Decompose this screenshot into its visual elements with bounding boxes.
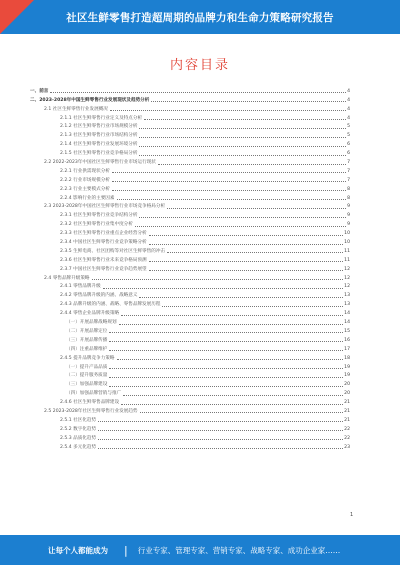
toc-leader-dots — [98, 430, 343, 431]
toc-entry-title: 2.3.6 社区生鲜零售行业未来竞争格局预测 — [60, 257, 147, 263]
toc-entry-title: 2.1.5 社区生鲜零售行业竞争格局分析 — [60, 151, 138, 157]
toc-entry[interactable] — [30, 148, 350, 157]
toc-entry-title: 2.5.3 品质化趋势 — [60, 435, 97, 441]
toc-entry-title: 2.2.2 行业市场规模分析 — [60, 177, 110, 183]
toc-entry[interactable] — [30, 122, 350, 131]
toc-leader-dots — [139, 128, 346, 129]
toc-entry-page: 16 — [344, 337, 350, 343]
toc-leader-dots — [109, 341, 343, 342]
toc-leader-dots — [109, 386, 343, 387]
toc-entry-page: 13 — [344, 302, 350, 308]
toc-entry-title: （三）开展品牌传播 — [66, 337, 108, 343]
footer-slogan: 让每个人都能成为 — [48, 545, 108, 555]
toc-entry-page: 10 — [344, 240, 350, 246]
toc-entry-title: （二）开展品牌定位 — [66, 328, 108, 334]
toc-entry-title: 2.3.5 生鲜电商、社区团购等对社区生鲜零售的冲击 — [60, 248, 166, 254]
toc-entry-title: （四）加强品牌营销与推广 — [66, 391, 122, 397]
toc-entry-page: 20 — [344, 391, 350, 397]
page-number: 1 — [350, 512, 354, 518]
toc-entry-title: 2.1.2 社区生鲜零售行业市场规模分析 — [60, 124, 138, 130]
toc-entry-title: 2.2.1 行业供需现状分析 — [60, 168, 110, 174]
toc-entry-title: （二）提升服务质量 — [66, 373, 108, 379]
toc-entry-page: 22 — [344, 435, 350, 441]
toc-entry[interactable] — [30, 273, 350, 282]
toc-entry[interactable] — [30, 86, 350, 95]
toc-entry-title: 二、2023-2028年中国生鲜零售行业发展现状及趋势分析 — [30, 97, 150, 103]
toc-entry-page: 7 — [347, 177, 350, 183]
toc-entry-page: 15 — [344, 328, 350, 334]
toc-entry[interactable] — [30, 219, 350, 228]
toc-entry[interactable] — [30, 397, 350, 406]
toc-entry[interactable] — [30, 237, 350, 246]
toc-entry[interactable] — [30, 353, 350, 362]
report-title: 社区生鲜零售打造超周期的品牌力和生命力策略研究报告 — [66, 11, 334, 24]
toc-entry-page: 7 — [347, 160, 350, 166]
toc-entry-page: 4 — [347, 97, 350, 103]
toc-entry-title: 2.5.1 社区化趋势 — [60, 417, 97, 423]
toc-leader-dots — [50, 92, 346, 93]
report-header — [0, 0, 400, 34]
toc-entry-title: 2.4.2 零售品牌升级的内涵、战略意义 — [60, 293, 138, 299]
toc-entry-page: 7 — [347, 168, 350, 174]
toc-leader-dots — [139, 297, 343, 298]
toc-entry[interactable] — [30, 362, 350, 371]
toc-entry[interactable] — [30, 308, 350, 317]
toc-entry[interactable] — [30, 317, 350, 326]
toc-entry[interactable] — [30, 193, 350, 202]
toc-leader-dots — [123, 395, 343, 396]
toc-entry-page: 9 — [347, 213, 350, 219]
toc-entry-page: 21 — [344, 408, 350, 414]
toc-leader-dots — [112, 172, 346, 173]
toc-leader-dots — [135, 226, 346, 227]
toc-entry[interactable] — [30, 379, 350, 388]
toc-leader-dots — [112, 181, 346, 182]
toc-entry-page: 11 — [344, 257, 350, 263]
toc-entry-page: 5 — [347, 124, 350, 130]
toc-entry-page: 21 — [344, 417, 350, 423]
toc-entry-title: 2.1 社区生鲜零售行业发展概况 — [44, 106, 108, 112]
toc-entry-page: 9 — [347, 204, 350, 210]
toc-entry-title: 2.2 2022-2023年中国社区生鲜零售行业市场运行现状 — [44, 160, 156, 166]
toc-entry-page: 14 — [344, 311, 350, 317]
table-of-contents — [30, 86, 350, 451]
toc-entry[interactable] — [30, 299, 350, 308]
toc-entry[interactable] — [30, 95, 350, 104]
toc-entry[interactable] — [30, 184, 350, 193]
toc-entry-page: 5 — [347, 133, 350, 139]
toc-entry[interactable] — [30, 406, 350, 415]
toc-leader-dots — [158, 164, 346, 165]
toc-entry-page: 11 — [344, 248, 350, 254]
toc-entry[interactable] — [30, 255, 350, 264]
toc-entry[interactable] — [30, 228, 350, 237]
toc-entry[interactable] — [30, 264, 350, 273]
toc-leader-dots — [109, 368, 343, 369]
toc-leader-dots — [98, 421, 343, 422]
toc-entry-page: 18 — [344, 355, 350, 361]
toc-entry-page: 8 — [347, 186, 350, 192]
toc-entry-page: 4 — [347, 88, 350, 94]
toc-leader-dots — [109, 332, 343, 333]
toc-entry[interactable] — [30, 139, 350, 148]
toc-leader-dots — [110, 110, 346, 111]
toc-entry-title: （四）注重品牌维护 — [66, 346, 108, 352]
toc-entry-title: 2.4.6 社区生鲜零售品牌建设 — [60, 400, 120, 406]
toc-entry-title: 2.5 2023-2028年社区生鲜零售行业发展趋势 — [44, 408, 138, 414]
toc-entry[interactable] — [30, 442, 350, 451]
toc-entry-page: 4 — [347, 115, 350, 121]
toc-entry-title: （三）加强品牌建设 — [66, 382, 108, 388]
toc-entry-title: 2.4.3 品牌升级的内涵、战略、零售品牌发展历程 — [60, 302, 161, 308]
toc-leader-dots — [139, 217, 346, 218]
toc-entry-page: 19 — [344, 373, 350, 379]
toc-entry-title: 2.3.1 社区生鲜零售行业竞争结构分析 — [60, 213, 138, 219]
toc-entry[interactable] — [30, 388, 350, 397]
toc-entry[interactable] — [30, 113, 350, 122]
toc-leader-dots — [117, 359, 344, 360]
toc-entry[interactable] — [30, 282, 350, 291]
toc-entry-title: 2.3.3 社区生鲜零售行业重点企业经营分析 — [60, 231, 147, 237]
toc-leader-dots — [167, 252, 343, 253]
toc-entry-page: 12 — [344, 266, 350, 272]
toc-entry-page: 21 — [344, 400, 350, 406]
toc-entry-page: 22 — [344, 426, 350, 432]
toc-entry-page: 8 — [347, 195, 350, 201]
toc-entry-title: 一、前言 — [30, 88, 49, 94]
toc-entry-page: 10 — [344, 231, 350, 237]
toc-entry-page: 14 — [344, 320, 350, 326]
toc-entry-page: 9 — [347, 222, 350, 228]
toc-entry-title: 2.3.2 社区生鲜零售行业集中度分析 — [60, 222, 133, 228]
toc-leader-dots — [92, 279, 344, 280]
footer-separator-icon: | — [124, 543, 128, 557]
toc-leader-dots — [103, 288, 343, 289]
toc-entry-page: 23 — [344, 444, 350, 450]
header-decoration — [0, 0, 34, 34]
toc-entry-title: 2.4.5 提升品牌竞争力策略 — [60, 355, 115, 361]
toc-entry[interactable] — [30, 424, 350, 433]
toc-entry-title: 2.4.4 零售企业品牌升级策略 — [60, 311, 120, 317]
toc-entry[interactable] — [30, 157, 350, 166]
toc-entry-title: （一）开展品牌战略规划 — [66, 320, 117, 326]
toc-entry[interactable] — [30, 335, 350, 344]
toc-entry-title: 2.2.4 影响行业的主要因素 — [60, 195, 115, 201]
toc-entry[interactable] — [30, 175, 350, 184]
toc-entry-page: 19 — [344, 364, 350, 370]
toc-leader-dots — [151, 101, 346, 102]
toc-leader-dots — [149, 244, 343, 245]
toc-entry-title: 2.3.4 中国社区生鲜零售行业竞争策略分析 — [60, 240, 147, 246]
toc-leader-dots — [162, 306, 343, 307]
toc-entry-title: 2.4 零售品牌升级策略 — [44, 275, 90, 281]
toc-entry-page: 4 — [347, 106, 350, 112]
toc-entry-page: 6 — [347, 142, 350, 148]
toc-leader-dots — [139, 146, 346, 147]
toc-entry[interactable] — [30, 210, 350, 219]
toc-entry[interactable] — [30, 166, 350, 175]
toc-leader-dots — [139, 137, 346, 138]
toc-entry[interactable] — [30, 202, 350, 211]
toc-leader-dots — [139, 155, 346, 156]
toc-leader-dots — [109, 377, 343, 378]
toc-leader-dots — [117, 199, 347, 200]
toc-heading: 内容目录 — [169, 58, 230, 73]
toc-entry-page: 13 — [344, 293, 350, 299]
toc-leader-dots — [119, 324, 344, 325]
toc-entry-title: 2.2.3 行业主要模式分析 — [60, 186, 110, 192]
toc-leader-dots — [109, 350, 343, 351]
toc-entry-page: 12 — [344, 275, 350, 281]
toc-leader-dots — [98, 439, 343, 440]
toc-entry[interactable] — [30, 130, 350, 139]
toc-entry[interactable] — [30, 433, 350, 442]
toc-entry-page: 6 — [347, 151, 350, 157]
toc-entry[interactable] — [30, 344, 350, 353]
toc-entry[interactable] — [30, 326, 350, 335]
footer-tagline: 行业专家、管理专家、营销专家、战略专家、成功企业家…… — [137, 545, 341, 555]
toc-entry-title: 2.3.7 中国社区生鲜零售行业竞争趋势展望 — [60, 266, 147, 272]
toc-leader-dots — [149, 261, 343, 262]
toc-entry-page: 12 — [344, 284, 350, 290]
toc-entry-title: 2.5.4 多元化趋势 — [60, 444, 97, 450]
toc-entry[interactable] — [30, 290, 350, 299]
toc-entry-title: 2.5.2 数字化趋势 — [60, 426, 97, 432]
toc-leader-dots — [121, 315, 343, 316]
toc-entry-title: 2.1.3 社区生鲜零售行业市场结构分析 — [60, 133, 138, 139]
toc-entry-page: 20 — [344, 382, 350, 388]
toc-leader-dots — [121, 404, 343, 405]
toc-entry-title: 2.3 2023-2028年中国社区生鲜零售行业市场竞争格局分析 — [44, 204, 166, 210]
toc-leader-dots — [167, 208, 346, 209]
toc-leader-dots — [98, 448, 343, 449]
toc-entry-title: 2.4.1 零售品牌升级 — [60, 284, 101, 290]
toc-entry-title: 2.1.1 社区生鲜零售行业定义及特点分析 — [60, 115, 143, 121]
toc-entry[interactable] — [30, 104, 350, 113]
toc-entry-title: 2.1.4 社区生鲜零售行业发展环境分析 — [60, 142, 138, 148]
toc-entry-title: （一）提升产品品质 — [66, 364, 108, 370]
toc-leader-dots — [140, 412, 344, 413]
footer-banner — [0, 535, 400, 565]
toc-leader-dots — [112, 190, 346, 191]
toc-leader-dots — [149, 235, 343, 236]
toc-entry[interactable] — [30, 371, 350, 380]
toc-entry[interactable] — [30, 415, 350, 424]
toc-leader-dots — [144, 119, 346, 120]
toc-entry[interactable] — [30, 246, 350, 255]
toc-leader-dots — [149, 270, 343, 271]
toc-entry-page: 17 — [344, 346, 350, 352]
